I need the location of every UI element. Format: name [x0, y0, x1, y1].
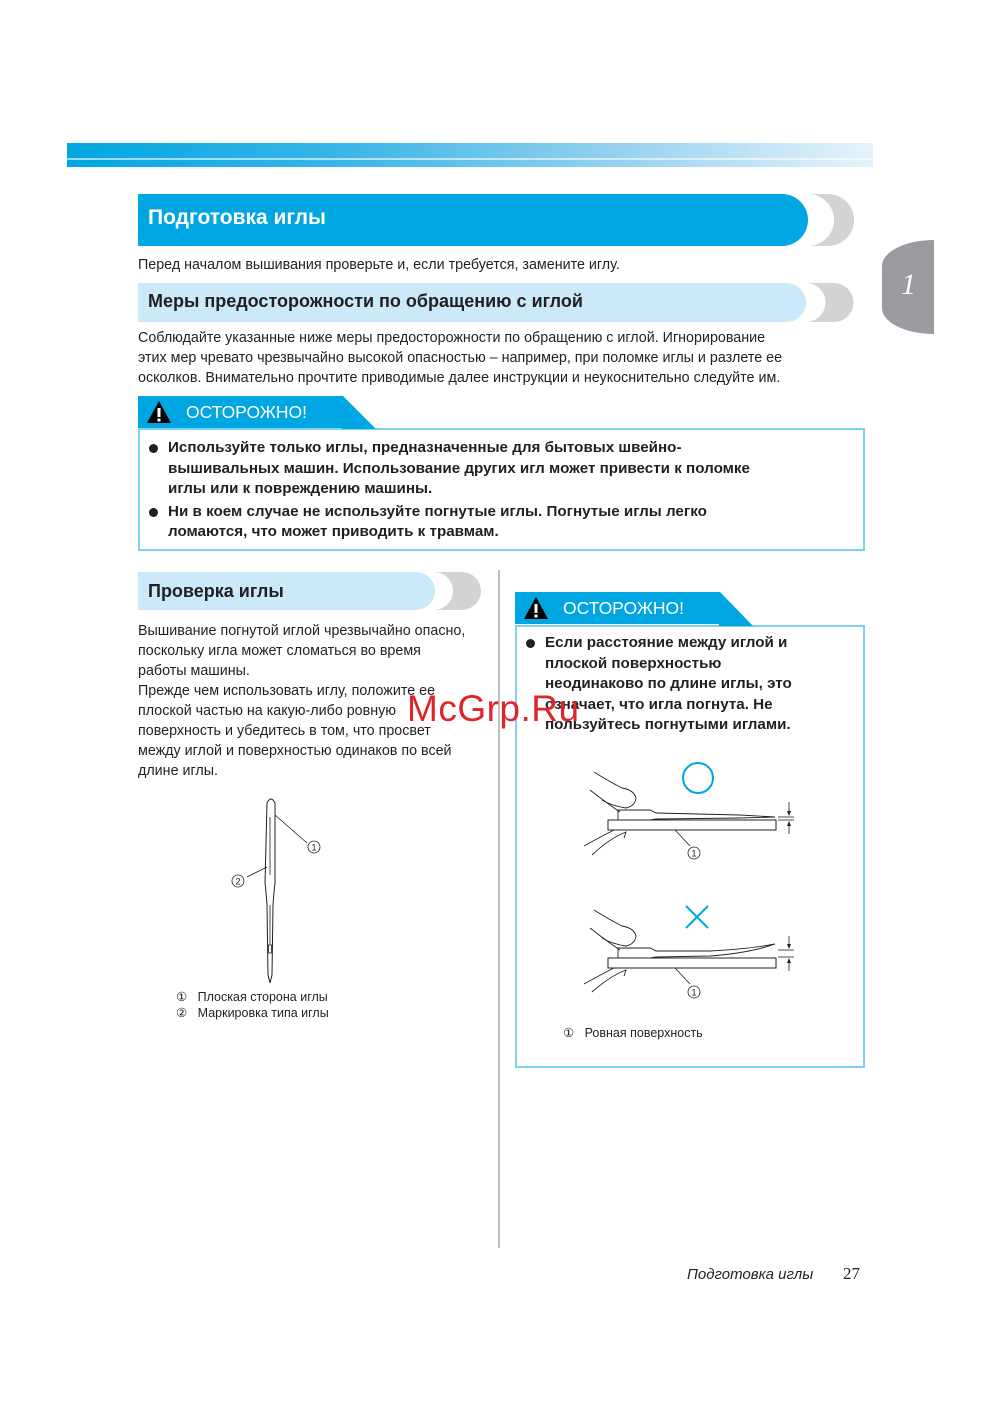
caution-label: ОСТОРОЖНО! [186, 402, 307, 422]
page-title: Подготовка иглы [148, 206, 326, 229]
heading-ornament [800, 194, 860, 246]
paragraph-line: Прежде чем использовать иглу, положите ее [138, 683, 436, 699]
caution-line: иглы или к повреждению машины. [168, 480, 433, 497]
legend-item [176, 1005, 329, 1021]
paragraph-line: Вышивание погнутой иглой чрезвычайно опасно, [138, 623, 466, 639]
callout-a: 1 [691, 848, 697, 859]
legend-text: Маркировка типа иглы [197, 1006, 329, 1020]
caution-item [138, 502, 858, 543]
caution-line: неодинаково по длине иглы, это [545, 675, 792, 692]
legend-num: ② [176, 1006, 188, 1020]
bent-needle-illustration [580, 900, 805, 1005]
paragraph-line: работы машины. [138, 663, 250, 679]
caution-list [138, 438, 858, 545]
correct-circle-icon [683, 763, 713, 793]
subheading-ornament [800, 283, 860, 322]
footer-title: Подготовка иглы [687, 1266, 814, 1283]
column-divider [498, 570, 500, 1248]
chapter-number: 1 [901, 268, 916, 301]
paragraph-line: длине иглы. [138, 763, 218, 779]
paragraph-line: этих мер чревато чрезвычайно высокой опасностью – например, при поломке иглы и разлете ее [138, 350, 783, 366]
caution-line: ломаются, что может приводить к травмам. [168, 523, 499, 540]
incorrect-cross-icon [686, 906, 708, 928]
caution-item [138, 438, 858, 500]
intro-text: Перед началом вышивания проверьте и, если требуется, замените иглу. [138, 257, 620, 273]
caution-line: плоской поверхностью [545, 654, 722, 672]
precautions-paragraph [138, 328, 878, 388]
paragraph-line: Соблюдайте указанные ниже меры предосторожности по обращению с иглой. Игнорирование [138, 330, 766, 346]
paragraph-line: между иглой и поверхностью одинаков по всей [138, 743, 452, 759]
paragraph-line: поверхность и убедитесь в том, что просвет [138, 723, 431, 739]
header-band-line [67, 158, 873, 160]
legend-item [176, 989, 329, 1005]
callout-2: 2 [235, 876, 241, 887]
surface-legend [563, 1025, 703, 1041]
paragraph-line: поскольку игла может сломаться во время [138, 643, 421, 659]
watermark: McGrp.Ru [407, 688, 580, 729]
straight-needle-illustration [580, 760, 805, 870]
page-number: 27 [843, 1264, 860, 1283]
callout-b: 1 [691, 987, 697, 998]
legend-num: ① [563, 1026, 575, 1040]
caution-line: пользуйтесь погнутыми иглами. [545, 716, 791, 733]
caution-line: вышивальных машин. Использование других игл может привести к поломке [168, 459, 750, 477]
caution-tab-slope-2 [719, 592, 755, 626]
caution-line: Если расстояние между иглой и [545, 634, 788, 651]
precautions-heading: Меры предосторожности по обращению с иглой [148, 291, 583, 311]
caution-label-2: ОСТОРОЖНО! [563, 598, 684, 618]
paragraph-line: осколков. Внимательно прочтите приводимые далее инструкции и неукоснительно следуйте им. [138, 370, 781, 386]
caution-line: означает, что игла погнута. Не [545, 695, 773, 713]
needle-illustration [225, 795, 335, 985]
legend-text: Плоская сторона иглы [197, 990, 328, 1004]
caution-tab-2 [515, 592, 720, 624]
caution-tab-slope [342, 396, 378, 429]
paragraph-line: плоской частью на какую-либо ровную [138, 703, 397, 719]
legend-num: ① [176, 990, 188, 1004]
header-band [67, 143, 873, 167]
legend-text: Ровная поверхность [584, 1026, 703, 1040]
callout-1: 1 [311, 842, 317, 853]
check-heading: Проверка иглы [148, 581, 284, 601]
caution-line: Ни в коем случае не используйте погнутые иглы. Погнутые иглы легко [168, 502, 707, 520]
check-heading-ornament [428, 572, 488, 610]
warning-icon [523, 596, 549, 620]
warning-icon [146, 400, 172, 424]
caution-line: Используйте только иглы, предназначенные для бытовых швейно- [168, 439, 682, 456]
needle-legend [176, 989, 329, 1021]
caution-tab [138, 396, 343, 428]
